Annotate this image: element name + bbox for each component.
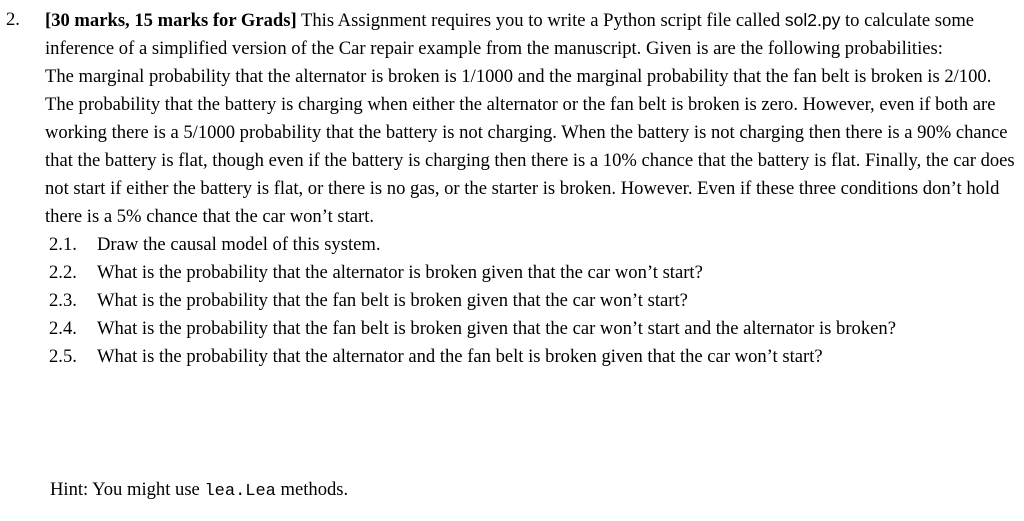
question-number: 2.	[6, 9, 20, 30]
subquestion-list	[45, 231, 1020, 371]
hint-code: lea.Lea	[204, 482, 276, 501]
subquestion-text: Draw the causal model of this system.	[97, 234, 381, 255]
subquestion-item	[49, 287, 1020, 315]
subquestion-item	[49, 231, 1020, 259]
question-body	[45, 6, 1020, 371]
subquestion-item	[49, 259, 1020, 287]
subquestion-number: 2.4.	[49, 318, 77, 339]
hint-line	[50, 476, 348, 506]
script-filename: sol2.py	[784, 10, 841, 30]
question-intro	[45, 6, 1020, 63]
probabilities-paragraph: The marginal probability that the alternator is broken is 1/1000 and the marginal probability that the fan belt is broken is 2/100. The probability that the battery is charging when either the alternator or the fan belt is broken is zero. However, even if both are working there is a 5/1000 probability that the battery is not charging. When the battery is not charging then there is a 90% chance that the battery is flat, though even if the battery is charging then there is a 10% chance that the battery is flat. Finally, the car does not start if either the battery is flat, or there is no gas, or the starter is broken. However. Even if these three conditions don’t hold there is a 5% chance that the car won’t start.	[45, 66, 1015, 227]
subquestion-text: What is the probability that the fan belt is broken given that the car won’t start and the alternator is broken?	[97, 318, 896, 339]
subquestion-number: 2.2.	[49, 262, 77, 283]
subquestion-number: 2.5.	[49, 346, 77, 367]
subquestion-item	[49, 343, 1020, 371]
intro-text-after-file: to calculate some inference of a simplified version of the Car repair example from the manuscript. Given is are the following probabilities:	[45, 10, 975, 59]
subquestion-text: What is the probability that the fan belt is broken given that the car won’t start?	[97, 290, 688, 311]
subquestion-item	[49, 315, 1020, 343]
hint-suffix: methods.	[275, 479, 349, 500]
hint-prefix: Hint: You might use	[50, 479, 205, 500]
subquestion-text: What is the probability that the alternator is broken given that the car won’t start?	[97, 262, 703, 283]
subquestion-number: 2.1.	[49, 234, 77, 255]
intro-text-before-file: This Assignment requires you to write a Python script file called	[296, 10, 785, 31]
subquestion-text: What is the probability that the alternator and the fan belt is broken given that the car won’t start?	[97, 346, 823, 367]
subquestion-number: 2.3.	[49, 290, 77, 311]
marks-label: [30 marks, 15 marks for Grads]	[45, 10, 297, 31]
